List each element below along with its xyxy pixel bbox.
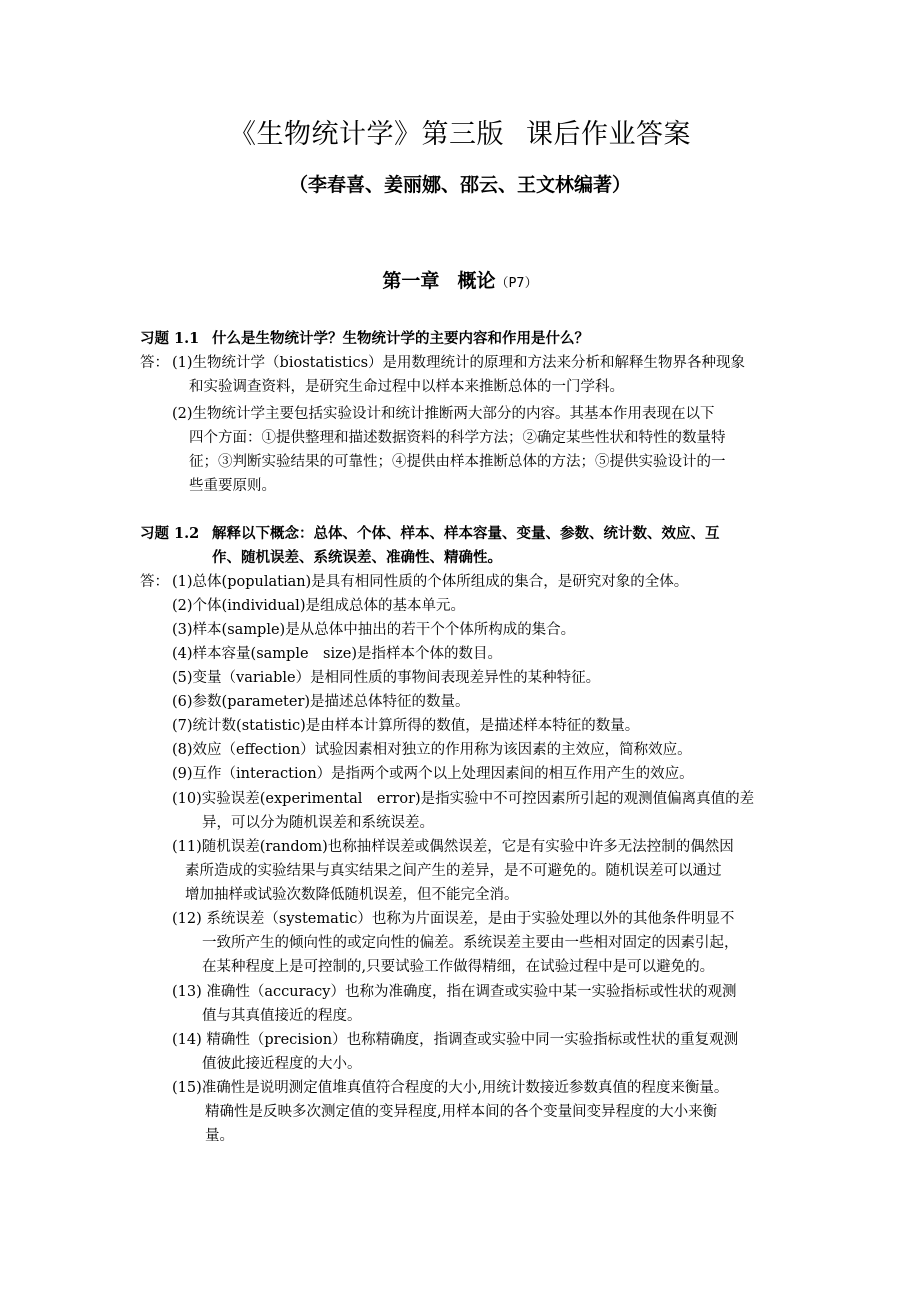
exercise-1-2-heading	[140, 522, 785, 570]
chapter-number: 第一章	[382, 270, 440, 292]
chapter-heading	[0, 266, 920, 299]
answer-line: (3)样本(sample)是从总体中抽出的若干个个体所构成的集合。	[172, 622, 576, 638]
answer-item	[172, 570, 785, 594]
exercise-question-cont: 作、随机误差、系统误差、准确性、精确性。	[212, 549, 502, 566]
answer-prefix: 答：	[140, 355, 169, 371]
answer-item	[172, 787, 785, 835]
answer-item	[172, 690, 785, 714]
exercise-label: 习题 1.1	[140, 330, 200, 347]
answer-item	[172, 402, 785, 498]
answer-line: 量。	[205, 1128, 234, 1144]
exercise-1-1-heading	[140, 327, 785, 351]
answer-line: 增加抽样或试验次数降低随机误差，但不能完全消。	[185, 887, 519, 903]
answer-line: 值与其真值接近的程度。	[202, 1008, 362, 1024]
answer-line: 值彼此接近程度的大小。	[202, 1056, 362, 1072]
answer-line: (14) 精确性（precision）也称精确度，指调查或实验中同一实验指标或性状的重复观测	[172, 1032, 739, 1048]
answer-item	[172, 835, 785, 907]
answer-item	[172, 618, 785, 642]
answer-line: (13) 准确性（accuracy）也称为准确度，指在调查或实验中某一实验指标或性状的观测	[172, 984, 737, 1000]
answer-item	[172, 980, 785, 1028]
answer-line: 一致所产生的倾向性的或定向性的偏差。系统误差主要由一些相对固定的因素引起，	[202, 935, 739, 951]
answer-line: (11)随机误差(random)也称抽样误差或偶然误差，它是有实验中许多无法控制的偶然因	[172, 839, 734, 855]
answer-item	[172, 1076, 785, 1148]
answer-item	[172, 1028, 785, 1076]
answer-line: (10)实验误差(experimental error)是指实验中不可控因素所引起的观测值偏离真值的差	[172, 791, 755, 807]
answer-item	[172, 714, 785, 738]
answer-line: (4)样本容量(sample size)是指样本个体的数目。	[172, 646, 502, 662]
answer-line: 些重要原则。	[189, 478, 276, 494]
answer-line: 精确性是反映多次测定值的变异程度,用样本间的各个变量间变异程度的大小来衡	[205, 1104, 718, 1120]
answer-line: (1)总体(populatian)是具有相同性质的个体所组成的集合，是研究对象的全体。	[172, 574, 689, 590]
answer-line: 在某种程度上是可控制的,只要试验工作做得精细，在试验过程中是可以避免的。	[202, 959, 715, 975]
answer-line: (6)参数(parameter)是描述总体特征的数量。	[172, 694, 470, 710]
answer-item	[172, 351, 785, 399]
answer-line: (5)变量（variable）是相同性质的事物间表现差异性的某种特征。	[172, 670, 601, 686]
answer-line: 异，可以分为随机误差和系统误差。	[202, 815, 434, 831]
document-title	[0, 115, 920, 155]
answer-line: (9)互作（interaction）是指两个或两个以上处理因素间的相互作用产生的效应。	[172, 766, 694, 782]
answer-line: (2)个体(individual)是组成总体的基本单元。	[172, 598, 465, 614]
answer-item	[172, 762, 785, 786]
answer-line: (8)效应（effection）试验因素相对独立的作用称为该因素的主效应，简称效应。	[172, 742, 692, 758]
answer-item	[172, 666, 785, 690]
title-sub: 课后作业答案	[526, 119, 691, 150]
chapter-name: 概论	[457, 270, 496, 292]
answer-line: 征；③判断实验结果的可靠性；④提供由样本推断总体的方法；⑤提供实验设计的一	[189, 454, 726, 470]
exercise-label: 习题 1.2	[140, 525, 200, 542]
document-authors: （李春喜、姜丽娜、邵云、王文林编著）	[288, 174, 631, 196]
answer-line: (2)生物统计学主要包括实验设计和统计推断两大部分的内容。其基本作用表现在以下	[172, 406, 715, 422]
answer-item	[172, 642, 785, 666]
answer-item	[172, 594, 785, 618]
answer-line: (12) 系统误差（systematic）也称为片面误差，是由于实验处理以外的其他条件明显不	[172, 911, 735, 927]
answer-line: 和实验调查资料，是研究生命过程中以样本来推断总体的一门学科。	[189, 379, 624, 395]
answer-line: (1)生物统计学（biostatistics）是用数理统计的原理和方法来分析和解释生物界各种现象	[172, 355, 746, 371]
answer-line: (7)统计数(statistic)是由样本计算所得的数值，是描述样本特征的数量。	[172, 718, 640, 734]
exercise-question: 解释以下概念：总体、个体、样本、样本容量、变量、参数、统计数、效应、互	[212, 525, 720, 542]
title-main: 《生物统计学》第三版	[229, 119, 504, 150]
answer-item	[172, 907, 785, 979]
answer-line: (15)准确性是说明测定值堆真值符合程度的大小,用统计数接近参数真值的程度来衡量。	[172, 1080, 729, 1096]
answer-line: 素所造成的实验结果与真实结果之间产生的差异，是不可避免的。随机误差可以通过	[185, 863, 722, 879]
answer-prefix: 答：	[140, 574, 169, 590]
exercise-question: 什么是生物统计学？生物统计学的主要内容和作用是什么？	[212, 330, 589, 347]
chapter-page-ref: （P7）	[495, 276, 538, 291]
answer-item	[172, 738, 785, 762]
answer-line: 四个方面：①提供整理和描述数据资料的科学方法；②确定某些性状和特性的数量特	[189, 430, 726, 446]
